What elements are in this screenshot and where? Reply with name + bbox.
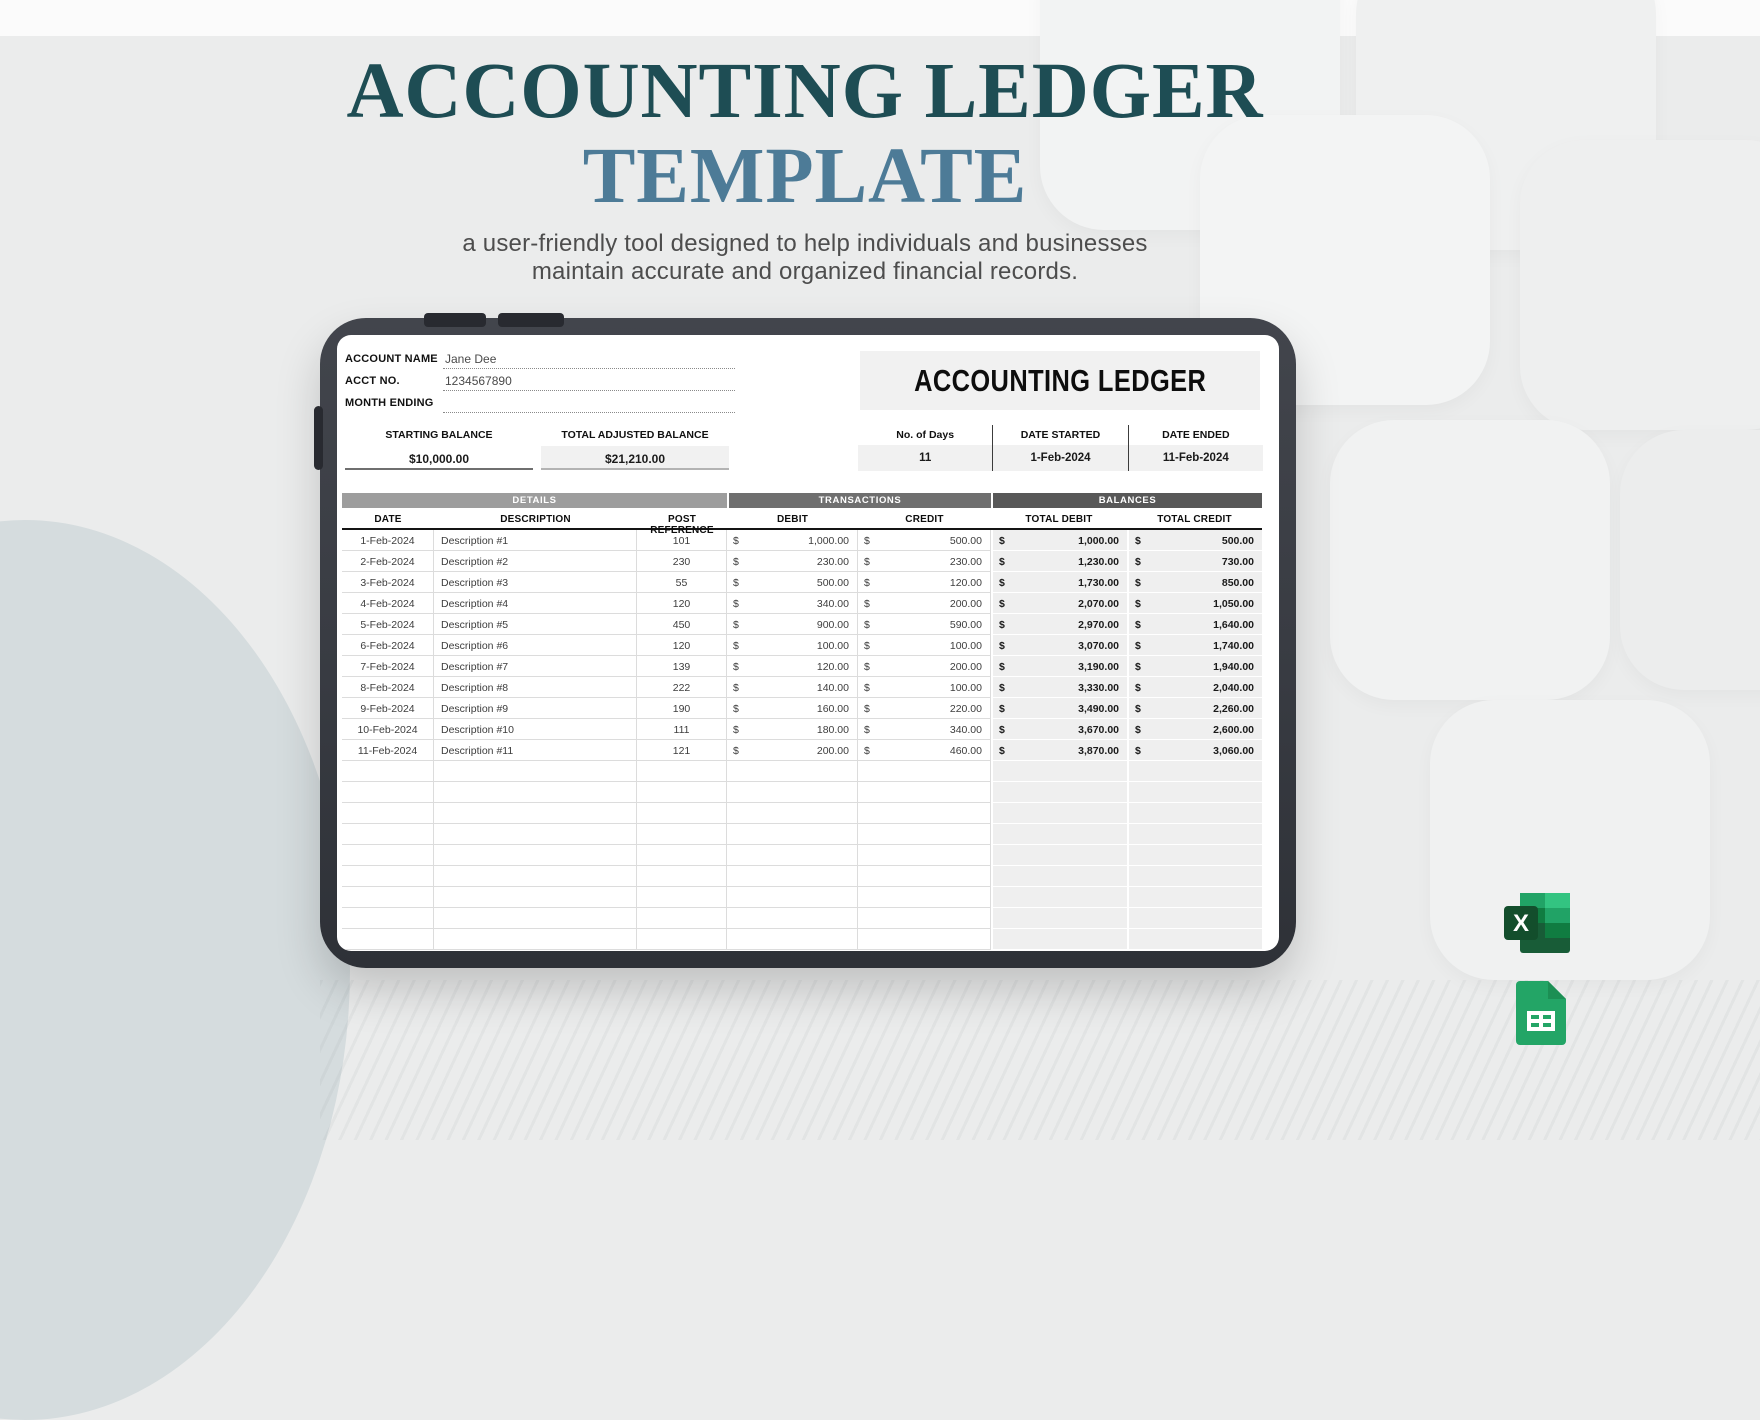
post-reference-cell[interactable]: 111: [637, 719, 727, 740]
debit-cell[interactable]: [727, 761, 858, 782]
starting-balance-value[interactable]: $10,000.00: [345, 446, 533, 470]
currency-symbol: $: [999, 703, 1005, 715]
currency-symbol: $: [999, 535, 1005, 547]
debit-cell[interactable]: $ 100.00: [727, 635, 858, 656]
total-debit-cell[interactable]: $ 1,730.00: [991, 572, 1127, 593]
total-credit-cell[interactable]: $ 1,640.00: [1127, 614, 1262, 635]
description-cell[interactable]: Description #3: [434, 572, 637, 593]
date-cell[interactable]: 1-Feb-2024: [342, 530, 434, 551]
table-group-header: [342, 493, 1262, 508]
description-cell[interactable]: [434, 845, 637, 866]
credit-cell[interactable]: $ 200.00: [858, 593, 991, 614]
credit-cell[interactable]: $ 220.00: [858, 698, 991, 719]
date-cell[interactable]: [342, 866, 434, 887]
currency-symbol: $: [1135, 745, 1141, 757]
total-credit-cell[interactable]: $ 3,060.00: [1127, 740, 1262, 761]
debit-cell[interactable]: $ 160.00: [727, 698, 858, 719]
debit-cell[interactable]: $ 140.00: [727, 677, 858, 698]
currency-symbol: $: [999, 661, 1005, 673]
date-cell[interactable]: [342, 824, 434, 845]
credit-cell[interactable]: $ 500.00: [858, 530, 991, 551]
debit-cell[interactable]: $ 340.00: [727, 593, 858, 614]
tablet-camera-tab: [424, 313, 486, 327]
description-cell[interactable]: [434, 866, 637, 887]
currency-symbol: $: [999, 640, 1005, 652]
description-cell[interactable]: [434, 824, 637, 845]
credit-cell[interactable]: [858, 845, 991, 866]
post-reference-cell[interactable]: [637, 782, 727, 803]
column-header-post-reference: POST REFERENCE: [650, 514, 714, 536]
table-row[interactable]: [342, 719, 1262, 740]
page-title-line1: ACCOUNTING LEDGER: [346, 48, 1264, 135]
table-row[interactable]: [342, 656, 1262, 677]
total-adjusted-balance-label: TOTAL ADJUSTED BALANCE: [561, 429, 709, 441]
total-debit-cell[interactable]: $ 2,970.00: [991, 614, 1127, 635]
credit-cell[interactable]: [858, 803, 991, 824]
credit-cell[interactable]: [858, 929, 991, 950]
tablet-side-button: [314, 406, 323, 470]
currency-symbol: $: [999, 682, 1005, 694]
description-cell[interactable]: Description #7: [434, 656, 637, 677]
table-row-empty[interactable]: [342, 824, 1262, 845]
date-cell[interactable]: 5-Feb-2024: [342, 614, 434, 635]
date-cell[interactable]: [342, 908, 434, 929]
date-cell[interactable]: [342, 803, 434, 824]
total-debit-cell[interactable]: [991, 929, 1127, 950]
date-cell[interactable]: [342, 761, 434, 782]
currency-symbol: $: [733, 682, 739, 694]
total-debit-cell[interactable]: $ 3,670.00: [991, 719, 1127, 740]
description-cell[interactable]: [434, 929, 637, 950]
description-cell[interactable]: [434, 761, 637, 782]
description-cell[interactable]: Description #6: [434, 635, 637, 656]
account-name-row: [345, 349, 735, 371]
total-debit-cell[interactable]: $ 1,000.00: [991, 530, 1127, 551]
total-credit-cell[interactable]: [1127, 824, 1262, 845]
currency-symbol: $: [864, 619, 870, 631]
ledger-header-title: ACCOUNTING LEDGER: [913, 362, 1207, 398]
post-reference-cell[interactable]: [637, 929, 727, 950]
currency-symbol: $: [1135, 556, 1141, 568]
total-credit-cell[interactable]: $ 500.00: [1127, 530, 1262, 551]
month-ending-label: MONTH ENDING: [345, 397, 434, 409]
credit-cell[interactable]: $ 100.00: [858, 635, 991, 656]
currency-symbol: $: [1135, 682, 1141, 694]
total-debit-cell[interactable]: [991, 887, 1127, 908]
credit-cell[interactable]: [858, 824, 991, 845]
spreadsheet-screen: [337, 335, 1279, 951]
table-row-empty[interactable]: [342, 845, 1262, 866]
column-header-description: DESCRIPTION: [500, 514, 571, 525]
date-ended-label: DATE ENDED: [1162, 429, 1230, 441]
total-debit-cell[interactable]: $ 3,870.00: [991, 740, 1127, 761]
currency-symbol: $: [1135, 577, 1141, 589]
svg-text:X: X: [1512, 910, 1530, 937]
ledger-table: [342, 493, 1262, 950]
total-credit-cell[interactable]: $ 730.00: [1127, 551, 1262, 572]
description-cell[interactable]: [434, 803, 637, 824]
description-cell[interactable]: Description #8: [434, 677, 637, 698]
post-reference-cell[interactable]: 222: [637, 677, 727, 698]
debit-cell[interactable]: $ 180.00: [727, 719, 858, 740]
starting-balance-block: [345, 425, 533, 470]
page-subtitle: [0, 230, 1610, 285]
currency-symbol: $: [999, 598, 1005, 610]
table-row-empty[interactable]: [342, 887, 1262, 908]
credit-cell[interactable]: $ 120.00: [858, 572, 991, 593]
total-debit-cell[interactable]: [991, 845, 1127, 866]
debit-cell[interactable]: [727, 929, 858, 950]
debit-cell[interactable]: [727, 887, 858, 908]
debit-cell[interactable]: [727, 845, 858, 866]
starting-balance-label: STARTING BALANCE: [385, 429, 493, 441]
background-blob: [0, 520, 350, 1420]
total-credit-cell[interactable]: [1127, 866, 1262, 887]
currency-symbol: $: [864, 535, 870, 547]
page-subtitle-line1: a user-friendly tool designed to help individuals and businesses: [462, 230, 1148, 257]
description-cell[interactable]: Description #4: [434, 593, 637, 614]
currency-symbol: $: [864, 598, 870, 610]
total-debit-cell[interactable]: [991, 761, 1127, 782]
total-credit-cell[interactable]: $ 1,740.00: [1127, 635, 1262, 656]
post-reference-cell[interactable]: [637, 824, 727, 845]
page-title: [0, 48, 1610, 220]
credit-cell[interactable]: [858, 887, 991, 908]
debit-cell[interactable]: [727, 866, 858, 887]
currency-symbol: $: [733, 724, 739, 736]
total-credit-cell[interactable]: $ 1,940.00: [1127, 656, 1262, 677]
total-debit-cell[interactable]: $ 3,070.00: [991, 635, 1127, 656]
month-ending-row: [345, 393, 735, 415]
post-reference-cell[interactable]: 230: [637, 551, 727, 572]
currency-symbol: $: [999, 577, 1005, 589]
date-cell[interactable]: 3-Feb-2024: [342, 572, 434, 593]
table-row-empty[interactable]: [342, 908, 1262, 929]
total-credit-cell[interactable]: [1127, 887, 1262, 908]
group-header-transactions: TRANSACTIONS: [727, 493, 991, 508]
column-header-credit: CREDIT: [905, 514, 944, 525]
total-credit-cell[interactable]: [1127, 908, 1262, 929]
table-row-empty[interactable]: [342, 761, 1262, 782]
currency-symbol: $: [733, 703, 739, 715]
credit-cell[interactable]: $ 200.00: [858, 656, 991, 677]
table-row[interactable]: [342, 698, 1262, 719]
currency-symbol: $: [733, 619, 739, 631]
total-adjusted-balance-block: [541, 425, 729, 470]
date-cell[interactable]: 6-Feb-2024: [342, 635, 434, 656]
date-cell[interactable]: 7-Feb-2024: [342, 656, 434, 677]
date-cell[interactable]: 11-Feb-2024: [342, 740, 434, 761]
post-reference-cell[interactable]: 120: [637, 635, 727, 656]
description-cell[interactable]: Description #9: [434, 698, 637, 719]
credit-cell[interactable]: $ 100.00: [858, 677, 991, 698]
currency-symbol: $: [1135, 535, 1141, 547]
credit-cell[interactable]: $ 230.00: [858, 551, 991, 572]
currency-symbol: $: [1135, 661, 1141, 673]
currency-symbol: $: [864, 577, 870, 589]
table-row-empty[interactable]: [342, 866, 1262, 887]
debit-cell[interactable]: $ 230.00: [727, 551, 858, 572]
group-header-balances: BALANCES: [991, 493, 1262, 508]
account-name-label: ACCOUNT NAME: [345, 353, 438, 365]
total-debit-cell[interactable]: $ 3,190.00: [991, 656, 1127, 677]
debit-cell[interactable]: $ 1,000.00: [727, 530, 858, 551]
currency-symbol: $: [864, 682, 870, 694]
description-cell[interactable]: Description #2: [434, 551, 637, 572]
table-row-empty[interactable]: [342, 803, 1262, 824]
background-pattern: [1330, 420, 1610, 700]
date-ended-value[interactable]: 11-Feb-2024: [1129, 445, 1263, 471]
total-adjusted-balance-value[interactable]: $21,210.00: [541, 446, 729, 470]
post-reference-cell[interactable]: 101: [637, 530, 727, 551]
currency-symbol: $: [1135, 640, 1141, 652]
post-reference-cell[interactable]: [637, 866, 727, 887]
currency-symbol: $: [733, 535, 739, 547]
total-debit-cell[interactable]: [991, 908, 1127, 929]
account-info-block: [345, 349, 735, 415]
total-debit-cell[interactable]: $ 2,070.00: [991, 593, 1127, 614]
credit-cell[interactable]: [858, 866, 991, 887]
post-reference-cell[interactable]: 450: [637, 614, 727, 635]
account-name-field[interactable]: Jane Dee: [443, 349, 735, 369]
post-reference-cell[interactable]: 121: [637, 740, 727, 761]
date-started-block: [992, 425, 1128, 471]
total-credit-cell[interactable]: [1127, 782, 1262, 803]
post-reference-cell[interactable]: [637, 845, 727, 866]
currency-symbol: $: [999, 745, 1005, 757]
month-ending-field[interactable]: [443, 393, 735, 413]
table-row[interactable]: [342, 740, 1262, 761]
acct-no-row: [345, 371, 735, 393]
post-reference-cell[interactable]: 139: [637, 656, 727, 677]
total-debit-cell[interactable]: [991, 824, 1127, 845]
currency-symbol: $: [733, 598, 739, 610]
date-ended-block: [1129, 425, 1263, 471]
excel-file-icon[interactable]: [1504, 893, 1574, 953]
post-reference-cell[interactable]: [637, 908, 727, 929]
currency-symbol: $: [733, 640, 739, 652]
description-cell[interactable]: [434, 782, 637, 803]
date-cell[interactable]: 10-Feb-2024: [342, 719, 434, 740]
date-started-label: DATE STARTED: [1020, 429, 1101, 441]
total-credit-cell[interactable]: [1127, 761, 1262, 782]
page-subtitle-line2: maintain accurate and organized financial records.: [531, 257, 1079, 285]
no-of-days-value[interactable]: 11: [858, 445, 992, 471]
post-reference-cell[interactable]: 190: [637, 698, 727, 719]
days-summary: [858, 425, 1263, 471]
page-title-line2: TEMPLATE: [582, 133, 1028, 220]
description-cell[interactable]: [434, 908, 637, 929]
total-credit-cell[interactable]: $ 1,050.00: [1127, 593, 1262, 614]
no-of-days-label: No. of Days: [896, 429, 955, 441]
group-header-details: DETAILS: [342, 493, 727, 508]
post-reference-cell[interactable]: [637, 887, 727, 908]
currency-symbol: $: [1135, 619, 1141, 631]
total-debit-cell[interactable]: [991, 782, 1127, 803]
credit-cell[interactable]: $ 340.00: [858, 719, 991, 740]
no-of-days-block: [858, 425, 992, 471]
currency-symbol: $: [864, 640, 870, 652]
debit-cell[interactable]: $ 120.00: [727, 656, 858, 677]
table-column-header: [342, 508, 1262, 536]
table-row[interactable]: [342, 614, 1262, 635]
debit-cell[interactable]: $ 500.00: [727, 572, 858, 593]
currency-symbol: $: [864, 703, 870, 715]
post-reference-cell[interactable]: [637, 803, 727, 824]
total-credit-cell[interactable]: $ 2,260.00: [1127, 698, 1262, 719]
debit-cell[interactable]: [727, 908, 858, 929]
total-debit-cell[interactable]: $ 3,490.00: [991, 698, 1127, 719]
table-row[interactable]: [342, 677, 1262, 698]
credit-cell[interactable]: [858, 782, 991, 803]
credit-cell[interactable]: $ 460.00: [858, 740, 991, 761]
currency-symbol: $: [864, 661, 870, 673]
currency-symbol: $: [864, 745, 870, 757]
currency-symbol: $: [1135, 703, 1141, 715]
tablet-camera-tab: [498, 313, 564, 327]
table-row[interactable]: [342, 572, 1262, 593]
currency-symbol: $: [864, 556, 870, 568]
currency-symbol: $: [999, 556, 1005, 568]
column-header-date: DATE: [374, 514, 402, 525]
currency-symbol: $: [864, 724, 870, 736]
total-credit-cell[interactable]: [1127, 845, 1262, 866]
currency-symbol: $: [1135, 598, 1141, 610]
date-cell[interactable]: [342, 845, 434, 866]
credit-cell[interactable]: [858, 761, 991, 782]
background-pattern: [1620, 430, 1760, 690]
description-cell[interactable]: Description #5: [434, 614, 637, 635]
total-debit-cell[interactable]: [991, 803, 1127, 824]
credit-cell[interactable]: [858, 908, 991, 929]
currency-symbol: $: [733, 556, 739, 568]
google-sheets-icon[interactable]: [1516, 981, 1566, 1045]
date-started-value[interactable]: 1-Feb-2024: [993, 445, 1127, 471]
description-cell[interactable]: Description #1: [434, 530, 637, 551]
description-cell[interactable]: Description #10: [434, 719, 637, 740]
date-cell[interactable]: 9-Feb-2024: [342, 698, 434, 719]
table-row-empty[interactable]: [342, 929, 1262, 950]
total-credit-cell[interactable]: [1127, 929, 1262, 950]
credit-cell[interactable]: $ 590.00: [858, 614, 991, 635]
currency-symbol: $: [999, 619, 1005, 631]
table-row[interactable]: [342, 635, 1262, 656]
date-cell[interactable]: [342, 929, 434, 950]
total-debit-cell[interactable]: [991, 866, 1127, 887]
column-header-total-debit: TOTAL DEBIT: [1025, 514, 1093, 525]
date-cell[interactable]: 2-Feb-2024: [342, 551, 434, 572]
date-cell[interactable]: 8-Feb-2024: [342, 677, 434, 698]
column-header-total-credit: TOTAL CREDIT: [1157, 514, 1232, 525]
debit-cell[interactable]: [727, 824, 858, 845]
total-credit-cell[interactable]: [1127, 803, 1262, 824]
ledger-header-box: [860, 351, 1260, 410]
currency-symbol: $: [733, 577, 739, 589]
acct-no-field[interactable]: 1234567890: [443, 371, 735, 391]
total-credit-cell[interactable]: $ 2,600.00: [1127, 719, 1262, 740]
total-debit-cell[interactable]: $ 3,330.00: [991, 677, 1127, 698]
currency-symbol: $: [733, 661, 739, 673]
ledger-table-body: [342, 530, 1262, 950]
total-credit-cell[interactable]: $ 2,040.00: [1127, 677, 1262, 698]
currency-symbol: $: [733, 745, 739, 757]
debit-cell[interactable]: [727, 803, 858, 824]
description-cell[interactable]: [434, 887, 637, 908]
description-cell[interactable]: Description #11: [434, 740, 637, 761]
date-cell[interactable]: [342, 782, 434, 803]
debit-cell[interactable]: [727, 782, 858, 803]
currency-symbol: $: [999, 724, 1005, 736]
currency-symbol: $: [1135, 724, 1141, 736]
table-row[interactable]: [342, 551, 1262, 572]
column-header-debit: DEBIT: [777, 514, 808, 525]
post-reference-cell[interactable]: 120: [637, 593, 727, 614]
table-row[interactable]: [342, 530, 1262, 551]
debit-cell[interactable]: $ 900.00: [727, 614, 858, 635]
table-row-empty[interactable]: [342, 782, 1262, 803]
acct-no-label: ACCT NO.: [345, 375, 400, 387]
post-reference-cell[interactable]: [637, 761, 727, 782]
table-row[interactable]: [342, 593, 1262, 614]
total-debit-cell[interactable]: $ 1,230.00: [991, 551, 1127, 572]
date-cell[interactable]: [342, 887, 434, 908]
post-reference-cell[interactable]: 55: [637, 572, 727, 593]
total-credit-cell[interactable]: $ 850.00: [1127, 572, 1262, 593]
date-cell[interactable]: 4-Feb-2024: [342, 593, 434, 614]
tablet-mockup: [320, 318, 1296, 968]
debit-cell[interactable]: $ 200.00: [727, 740, 858, 761]
